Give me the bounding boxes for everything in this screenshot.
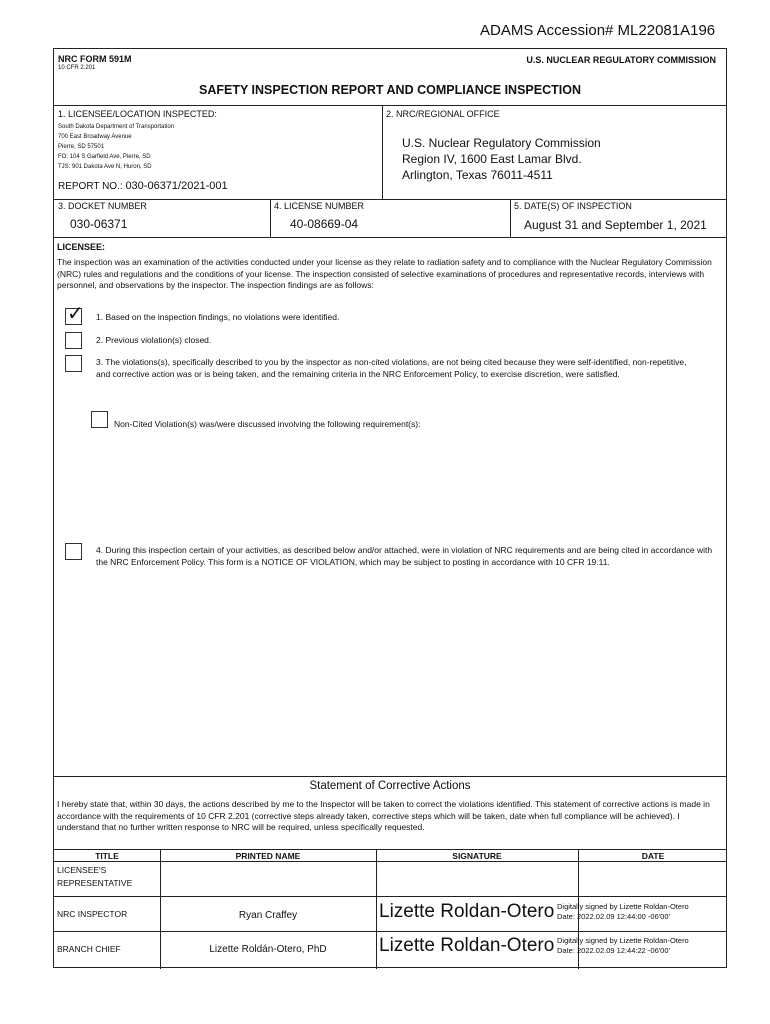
digital-signature-line: Digitally signed by Lizette Roldan-Otero xyxy=(557,936,689,945)
table-column-border xyxy=(376,849,377,969)
non-cited-violation-checkbox[interactable] xyxy=(91,411,108,428)
inspection-dates-label: 5. DATE(S) OF INSPECTION xyxy=(514,201,632,211)
inspector-digital-signature xyxy=(557,902,689,922)
non-cited-violation-text: Non-Cited Violation(s) was/were discussed involving the following requirement(s): xyxy=(114,419,421,429)
branch-chief-signature: Lizette Roldan-Otero xyxy=(379,935,555,956)
table-top-border xyxy=(54,849,726,850)
address-line: South Dakota Department of Transportation xyxy=(58,124,175,130)
report-number-label: REPORT NO.: xyxy=(58,181,123,192)
office-line: U.S. Nuclear Regulatory Commission xyxy=(402,136,601,150)
table-row-title: LICENSEE'S REPRESENTATIVE xyxy=(57,865,133,888)
branch-chief-printed-name: Lizette Roldán-Otero, PhD xyxy=(209,944,327,955)
form-number-text: NRC FORM 591M xyxy=(58,54,132,64)
form-number xyxy=(58,54,132,71)
finding-2-text: 2. Previous violation(s) closed. xyxy=(96,335,212,345)
finding-4-text: 4. During this inspection certain of your activities, as described below and/or attached, were in violation of NRC requirements and are being cited in accordance with the NRC Enforcement Policy. This form is a NOTICE OF VIOLATION, which may be subject to posting in accordance with 10 CFR 19.11. xyxy=(96,545,713,567)
corrective-actions-title: Statement of Corrective Actions xyxy=(309,780,471,792)
branch-chief-digital-signature xyxy=(557,936,689,956)
digital-signature-line: Digitally signed by Lizette Roldan-Otero xyxy=(557,902,689,911)
divider xyxy=(54,237,726,238)
digital-signature-date: Date: 2022.02.09 12:44:00 -06'00' xyxy=(557,912,670,921)
finding-2-checkbox[interactable] xyxy=(65,332,82,349)
report-number-value: 030-06371/2021-001 xyxy=(125,180,228,192)
address-line: 700 East Broadway Avenue xyxy=(58,134,132,140)
report-number xyxy=(58,180,228,192)
license-number-value: 40-08669-04 xyxy=(290,217,359,231)
digital-signature-date: Date: 2022.02.09 12:44:22 -06'00' xyxy=(557,946,670,955)
divider xyxy=(382,105,383,199)
docket-number-label: 3. DOCKET NUMBER xyxy=(58,201,147,211)
inspection-description: The inspection was an examination of the activities conducted under your license as they relate to radiation safety and to compliance with the Nuclear Regulatory Commission (NRC) rules and regulations and the conditions of your license. The inspection consisted of selective examinations of procedures and representative records, interviews with personnel, and observations by the inspector. The inspection findings are as follows: xyxy=(57,257,712,290)
adams-accession-number: ADAMS Accession# ML22081A196 xyxy=(480,22,716,39)
checkmark-icon: ✓ xyxy=(67,303,84,325)
divider xyxy=(54,105,726,106)
table-header-name: PRINTED NAME xyxy=(235,851,301,861)
inspector-printed-name: Ryan Craffey xyxy=(238,910,298,921)
table-row-title: NRC INSPECTOR xyxy=(57,909,128,919)
table-header-signature: SIGNATURE xyxy=(452,851,502,861)
agency-name: U.S. NUCLEAR REGULATORY COMMISSION xyxy=(526,55,716,65)
inspection-dates-value: August 31 and September 1, 2021 xyxy=(524,218,707,232)
corrective-actions-text: I hereby state that, within 30 days, the actions described by me to the Inspector will be taken to correct the violations identified. This statement of corrective actions is made in accordance with the requirements of 10 CFR 2.201 (corrective steps already taken, corrective steps which will be taken, date when full compliance will be achieved). I understand that no further written response to NRC will be required, unless specifically requested. xyxy=(57,799,710,832)
finding-4-checkbox[interactable] xyxy=(65,543,82,560)
inspector-signature: Lizette Roldan-Otero xyxy=(379,901,555,922)
regional-office-address xyxy=(402,135,601,183)
office-line: Arlington, Texas 76011-4511 xyxy=(402,168,553,182)
finding-3-text: 3. The violations(s), specifically described to you by the inspector as non-cited violations, are not being cited because they were self-identified, non-repetitive, and corrective action was or is being taken, and the remaining criteria in the NRC Enforcement Policy, to exercise discretion, were satisfied. xyxy=(96,357,687,379)
licensee-heading: LICENSEE: xyxy=(57,242,106,252)
divider xyxy=(54,199,726,200)
form-title: SAFETY INSPECTION REPORT AND COMPLIANCE INSPECTION xyxy=(199,83,581,97)
address-line: TJS: 901 Dakota Ave N, Huron, SD xyxy=(58,164,152,170)
table-row-border xyxy=(54,931,726,932)
nrc-form-591m xyxy=(53,48,727,968)
table-row-title: BRANCH CHIEF xyxy=(57,944,121,954)
address-line: FO: 104 S Garfield Ave, Pierre, SD xyxy=(58,154,151,160)
docket-number-value: 030-06371 xyxy=(70,217,128,231)
table-row-border xyxy=(54,896,726,897)
address-line: Pierre, SD 57501 xyxy=(58,144,105,150)
table-header-date: DATE xyxy=(641,851,665,861)
table-header-border xyxy=(54,861,726,862)
finding-1-text: 1. Based on the inspection findings, no violations were identified. xyxy=(96,312,340,322)
licensee-representative-date-field[interactable] xyxy=(580,865,724,893)
divider xyxy=(54,776,726,777)
divider xyxy=(510,199,511,237)
finding-1-checkbox[interactable] xyxy=(65,303,84,325)
table-header-title: TITLE xyxy=(95,851,119,861)
licensee-representative-name-field[interactable] xyxy=(162,865,372,893)
divider xyxy=(270,199,271,237)
cfr-reference: 10 CFR 2.201 xyxy=(58,65,96,71)
license-number-label: 4. LICENSE NUMBER xyxy=(274,201,365,211)
licensee-location-label: 1. LICENSEE/LOCATION INSPECTED: xyxy=(58,109,217,119)
regional-office-label: 2. NRC/REGIONAL OFFICE xyxy=(386,109,500,119)
office-line: Region IV, 1600 East Lamar Blvd. xyxy=(402,152,582,166)
licensee-address xyxy=(58,122,174,172)
finding-3-checkbox[interactable] xyxy=(65,355,82,372)
licensee-representative-signature-field[interactable] xyxy=(378,865,574,893)
